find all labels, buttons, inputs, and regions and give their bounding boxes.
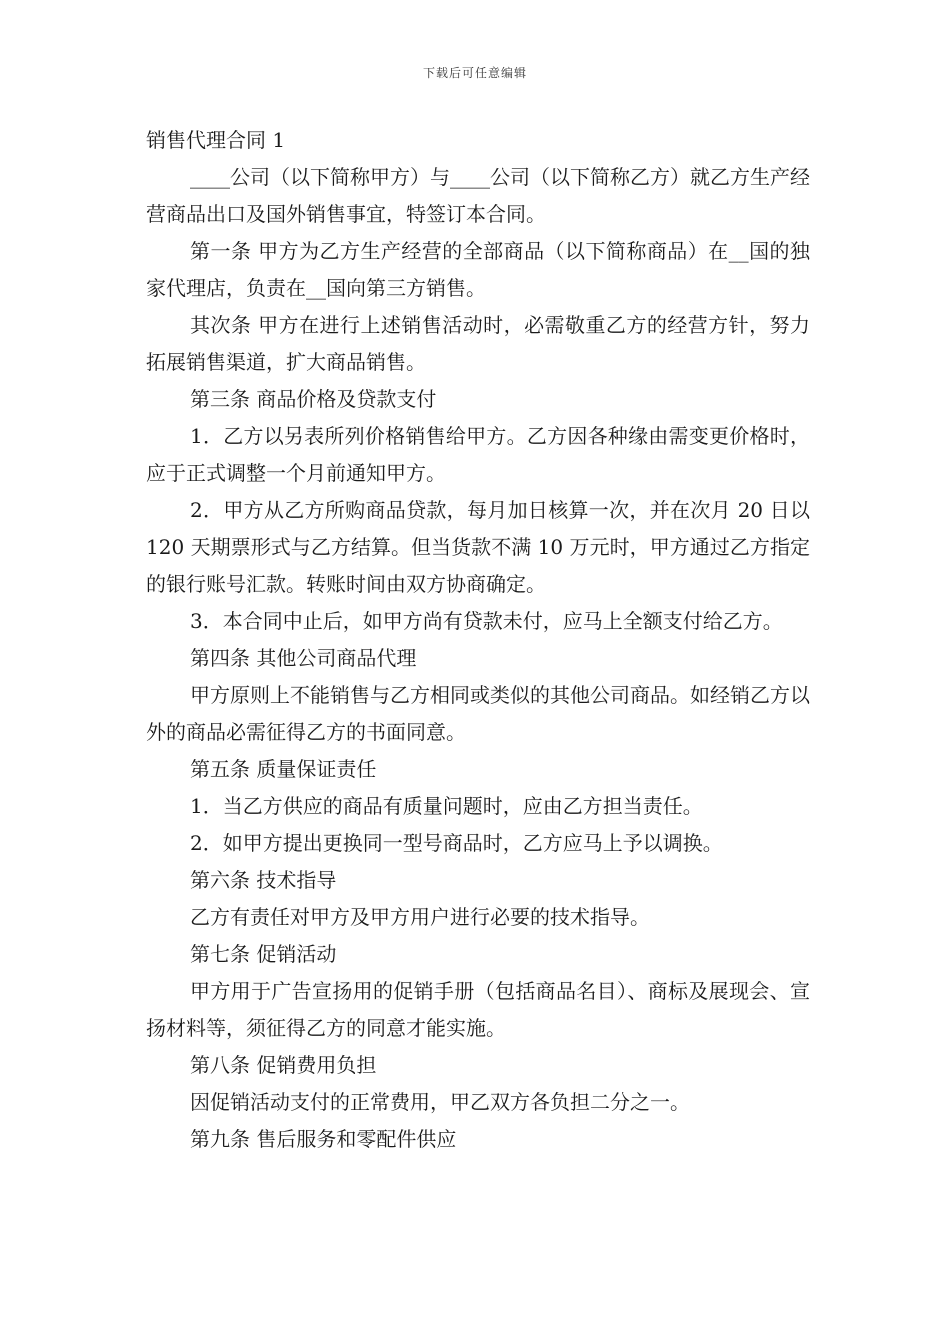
paragraph-article-7: 甲方用于广告宣扬用的促销手册（包括商品名目）、商标及展现会、宣扬材料等，须征得乙方的同意才能实施。 xyxy=(146,979,810,1040)
heading-article-7: 第七条 促销活动 xyxy=(190,942,337,966)
paragraph-intro: ____公司（以下简称甲方）与____公司（以下简称乙方）就乙方生产经营商品出口及国外销售事宜，特签订本合同。 xyxy=(146,165,810,226)
heading-article-8: 第八条 促销费用负担 xyxy=(190,1053,377,1077)
paragraph-article-8: 因促销活动支付的正常费用，甲乙双方各负担二分之一。 xyxy=(190,1090,690,1114)
heading-article-6: 第六条 技术指导 xyxy=(190,868,337,892)
paragraph-article-3-item-1: 1．乙方以另表所列价格销售给甲方。乙方因各种缘由需变更价格时，应于正式调整一个月前通知甲方。 xyxy=(146,424,810,485)
paragraph-article-3-item-3: 3．本合同中止后，如甲方尚有贷款未付，应马上全额支付给乙方。 xyxy=(190,609,783,633)
page-header-note: 下载后可任意编辑 xyxy=(422,66,527,80)
paragraph-article-1: 第一条 甲方为乙方生产经营的全部商品（以下简称商品）在__国的独家代理店，负责在__国向第三方销售。 xyxy=(146,239,810,300)
heading-article-3: 第三条 商品价格及贷款支付 xyxy=(190,387,437,411)
document-title: 销售代理合同 1 xyxy=(146,128,286,152)
document-body xyxy=(146,122,810,1158)
heading-article-4: 第四条 其他公司商品代理 xyxy=(190,646,417,670)
heading-article-5: 第五条 质量保证责任 xyxy=(190,757,377,781)
paragraph-article-5-item-1: 1．当乙方供应的商品有质量问题时，应由乙方担当责任。 xyxy=(190,794,703,818)
heading-article-9: 第九条 售后服务和零配件供应 xyxy=(190,1127,457,1151)
paragraph-article-3-item-2: 2．甲方从乙方所购商品贷款，每月加日核算一次，并在次月 20 日以 120 天期票形式与乙方结算。但当货款不满 10 万元时，甲方通过乙方指定的银行账号汇款。转账时间由双方协商确定。 xyxy=(146,498,810,596)
paragraph-article-2: 其次条 甲方在进行上述销售活动时，必需敬重乙方的经营方针，努力拓展销售渠道，扩大商品销售。 xyxy=(146,313,810,374)
paragraph-article-5-item-2: 2．如甲方提出更换同一型号商品时，乙方应马上予以调换。 xyxy=(190,831,723,855)
paragraph-article-4: 甲方原则上不能销售与乙方相同或类似的其他公司商品。如经销乙方以外的商品必需征得乙方的书面同意。 xyxy=(146,683,810,744)
paragraph-article-6: 乙方有责任对甲方及甲方用户进行必要的技术指导。 xyxy=(190,905,650,929)
